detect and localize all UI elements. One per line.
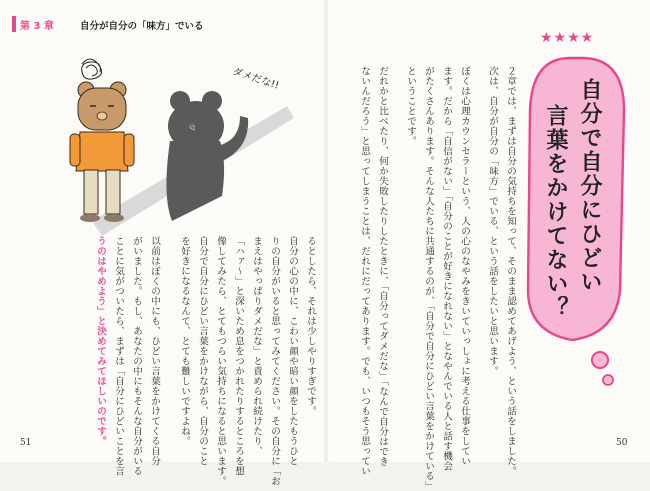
chapter-marker (12, 16, 16, 32)
title-line-2: 言葉をかけてない？ (543, 104, 568, 320)
right-body-line-3: ぼくは心理カウンセラーという、人の心のなやみをきいていっしょに考える仕事をしてい (459, 66, 470, 466)
star-rating: ★★★★ (540, 30, 595, 46)
right-body-line-4: ます。だから「自信がない」「自分のことが好きになれない」となやんでいる人と話す機会 (441, 66, 452, 472)
left-body-line-1: るとしたら、それは少しやりすぎです。 (305, 236, 316, 416)
left-body-line-6: 像してみたら、とてもつらい気持ちになると思います。 (215, 236, 226, 486)
page-gutter (323, 0, 329, 462)
speech-text: ダメだな!! (231, 66, 281, 92)
left-body-line-8: を好きになるなんて、とても難しいですよね。 (179, 236, 190, 446)
right-body-line-2: 次は、自分が自分の「味方」でいる、という話をしたいと思います。 (487, 66, 498, 376)
title-bubble (520, 20, 638, 430)
left-body-line-9: 以前はぼくの中にも、ひどい言葉をかけてくる自分 (149, 236, 160, 466)
chapter-title: 自分が自分の「味方」でいる (80, 21, 204, 32)
gloom-scribble-icon (82, 59, 102, 79)
shadow-face: ᐛ (189, 123, 196, 132)
left-body-line-7: 自分で自分にひどい言葉をかけながら、自分のこと (197, 236, 208, 466)
right-body-line-6: ということです。 (405, 66, 416, 146)
left-body-line-3: りの自分がいると思ってみてください。その自分に「お (269, 236, 280, 486)
right-body-line-1: ２章では、まずは自分の気持ちを知って、そのまま認めてあげよう、という話をしました。 (505, 66, 516, 476)
left-body-line-12: うのはやめよう」と決めてみてほしいのです。 (95, 236, 106, 446)
page-number-right: 50 (616, 438, 628, 448)
shadow-bear (166, 91, 248, 221)
right-body-line-5: がたくさんあります。そんな人たちに共通するのが、「自分で自分にひどい言葉をかけている」 (423, 66, 434, 491)
left-body-line-5: 「ハァ〜」と深いため息をつかれたりするところを想 (233, 236, 244, 476)
page-number-left: 51 (20, 438, 32, 448)
title-line-1: 自分で自分にひどい (577, 78, 602, 294)
right-body-line-7: だれかと比べたり、何か失敗したりしたときに、「自分ってダメだな」「なんで自分はでき (377, 66, 388, 467)
left-body-line-10: がいました。もし、あなたの中にもそんな自分がいる (131, 236, 142, 476)
left-body-line-11: ことに気がついたら、まずは「自分にひどいことを言 (113, 236, 124, 476)
right-body-line-8: ないんだろう」と思ってしまうことは、だれにだってあります。でも、いつもそう思ってい (359, 66, 370, 476)
bear-character (70, 82, 134, 222)
left-body-line-2: 自分の心の中に、こわい顔や暗い顔をしたもうひと (287, 236, 298, 466)
left-body-line-4: まえはやっぱりダメだな」と責められ続けたり、 (251, 236, 262, 456)
bear-illustration (62, 46, 302, 236)
chapter-label: 第 3 章 (20, 21, 54, 32)
